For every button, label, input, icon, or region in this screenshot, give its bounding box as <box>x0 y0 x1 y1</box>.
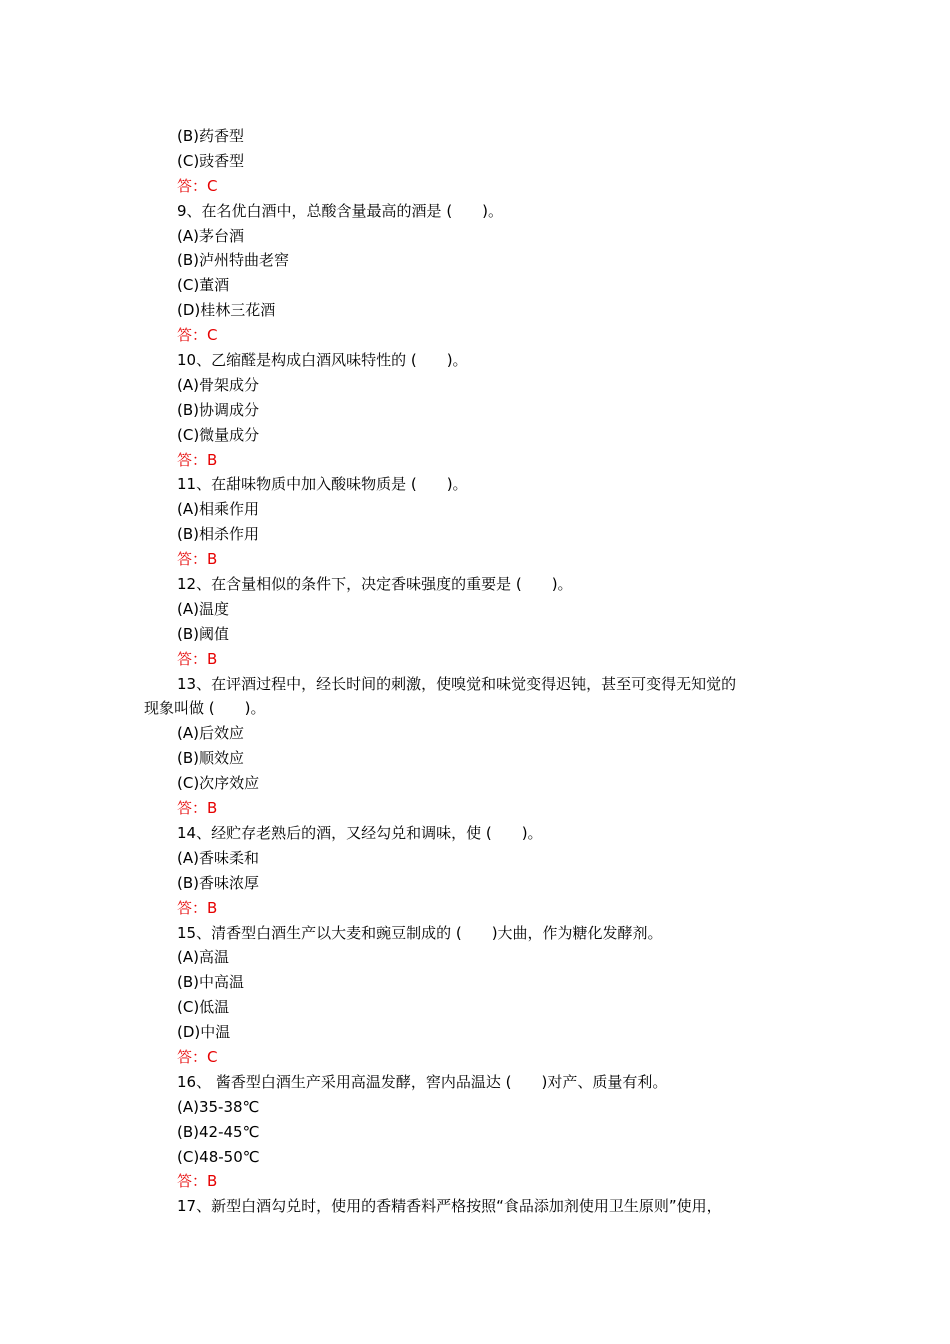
option-line: (B)药香型 <box>177 127 244 145</box>
answer-line: 答：B <box>177 649 218 668</box>
option-line: (C)董酒 <box>177 276 230 295</box>
question-line: 10、乙缩醛是构成白酒风味特性的 ( )。 <box>177 351 468 370</box>
option-line: (B)香味浓厚 <box>177 873 259 892</box>
option-line: (B)顺效应 <box>177 749 244 768</box>
option-line: (A)茅台酒 <box>177 226 244 245</box>
option-line: (A)骨架成分 <box>177 375 259 394</box>
option-line: (B)42-45℃ <box>177 1122 260 1141</box>
option-line: (A)后效应 <box>177 724 244 743</box>
option-line: (B)泸州特曲老窖 <box>177 251 289 270</box>
option-line: (A)温度 <box>177 599 229 618</box>
answer-line: 答：C <box>177 1047 218 1066</box>
option-line: (C)48-50℃ <box>177 1147 260 1166</box>
option-line: (B)阈值 <box>177 624 229 643</box>
option-line: (D)中温 <box>177 1023 231 1042</box>
option-line: (B)中高温 <box>177 973 244 992</box>
option-line: (A)高温 <box>177 948 229 967</box>
option-line: (A)35-38℃ <box>177 1097 260 1116</box>
option-line: (B)协调成分 <box>177 400 259 419</box>
option-line: (C)微量成分 <box>177 425 260 444</box>
answer-line: 答：B <box>177 1172 218 1191</box>
answer-line: 答：B <box>177 799 218 818</box>
question-line: 12、在含量相似的条件下，决定香味强度的重要是 ( )。 <box>177 575 573 594</box>
option-line: (B)相杀作用 <box>177 525 259 544</box>
option-line: (A)相乘作用 <box>177 500 259 519</box>
question-line: 17、新型白酒勾兑时，使用的香精香料严格按照“食品添加剂使用卫生原则”使用， <box>177 1197 722 1216</box>
question-line: 11、在甜味物质中加入酸味物质是 ( )。 <box>177 475 468 494</box>
answer-line: 答：C <box>177 176 218 195</box>
answer-line: 答：B <box>177 450 218 469</box>
question-line: 15、清香型白酒生产以大麦和豌豆制成的 ( )大曲，作为糖化发酵剂。 <box>177 923 663 942</box>
option-line: (C)次序效应 <box>177 774 260 793</box>
question-continuation-line: 现象叫做 ( )。 <box>144 699 266 718</box>
option-line: (C)豉香型 <box>177 151 245 170</box>
question-line: 14、经贮存老熟后的酒，又经勾兑和调味，使 ( )。 <box>177 823 543 842</box>
option-line: (C)低温 <box>177 998 230 1017</box>
answer-line: 答：B <box>177 898 218 917</box>
option-line: (A)香味柔和 <box>177 848 259 867</box>
question-line: 9、在名优白酒中，总酸含量最高的酒是 ( )。 <box>177 201 504 220</box>
question-line: 13、在评酒过程中，经长时间的刺激，使嗅觉和味觉变得迟钝，甚至可变得无知觉的 <box>177 674 737 693</box>
answer-line: 答：B <box>177 550 218 569</box>
question-line: 16、 酱香型白酒生产采用高温发酵，窖内品温达 ( )对产、质量有利。 <box>177 1072 668 1091</box>
answer-line: 答：C <box>177 326 218 345</box>
document-body <box>144 124 814 1219</box>
option-line: (D)桂林三花酒 <box>177 301 276 320</box>
